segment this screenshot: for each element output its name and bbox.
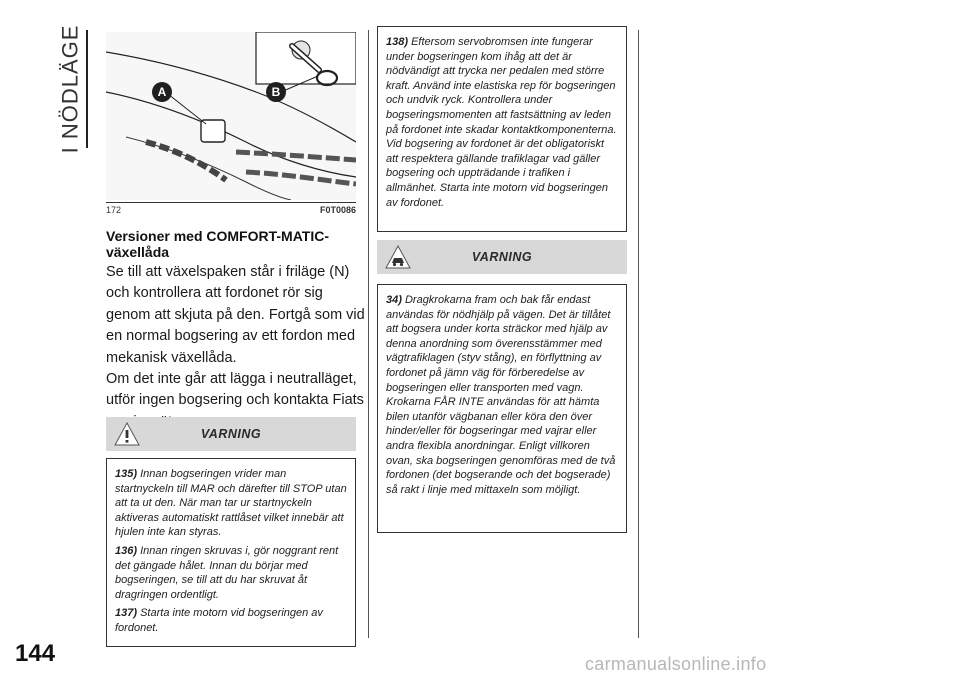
callout-b <box>266 82 286 102</box>
note-number: 136) <box>115 544 138 557</box>
warning-triangle-icon <box>114 421 140 447</box>
section-heading: Versioner med COMFORT-MATIC-växellåda <box>106 228 329 260</box>
warning-header-left <box>106 417 356 451</box>
note-number: 135) <box>115 468 138 480</box>
note-number: 138) <box>386 36 409 48</box>
note-text: Innan bogseringen vrider man startnyckeln till MAR och därefter till STOP utan att ta ut den. När man tar ur startnyckeln aktiveras automatiskt rattlåset vilket innebär att hjulen inte kan styras. <box>115 468 347 539</box>
note-number: 137) <box>115 607 138 620</box>
note-item <box>115 606 347 635</box>
note-item <box>386 293 618 497</box>
bumper-illustration <box>106 32 356 200</box>
note-item <box>115 467 347 540</box>
body-text <box>106 262 368 433</box>
car-warning-icon <box>385 244 411 270</box>
body-paragraph: Se till att växelspaken står i friläge (N) och kontrollera att fordonet rör sig genom att skjuta på den. Fortgå som vid en normal bogsering av ett fordon med mekanisk växellåda. <box>106 264 365 366</box>
callout-b-label: B <box>271 85 281 99</box>
chapter-tab-rule <box>86 30 88 148</box>
figure-number: 172 <box>106 205 122 215</box>
note-item <box>115 544 347 602</box>
note-item <box>386 35 618 210</box>
page-number: 144 <box>15 640 56 667</box>
figure-code: F0T0086 <box>319 205 356 215</box>
note-text: Starta inte motorn vid bogseringen av fordonet. <box>115 607 323 634</box>
body-paragraph: Om det inte går att lägga i neutralläget, utför ingen bogsering och kontakta Fiats <box>106 371 364 409</box>
callout-a-label: A <box>157 85 167 99</box>
figure-caption <box>106 202 356 221</box>
warning-title-left: VARNING <box>200 427 262 441</box>
column-divider-left <box>368 30 369 638</box>
column-divider-right <box>638 30 639 638</box>
continued-notes <box>377 26 627 232</box>
chapter-tab-label: I NÖDLÄGE <box>57 24 82 154</box>
warning-title-right: VARNING <box>471 250 533 264</box>
warning-notes-right <box>377 284 627 533</box>
towing-figure <box>106 32 356 200</box>
note-text: Innan ringen skruvas i, gör noggrant rent det gängade hålet. Innan du börjar med bogseringen, se till att du har skruvat åt dragringen ordentligt. <box>115 544 339 601</box>
note-number: 34) <box>386 294 402 306</box>
note-text: Dragkrokarna fram och bak får endast användas för nödhjälp på vägen. Det är tillåtet att bogsera under korta sträckor med hjälp av denna anordning som överensstämmer med vägtrafiklagen (styv stång), en förflyttning av fordonet på jämn väg för förberedelse av bogseringen eller transporten med vagn. Krokarna FÅR INTE användas för att hämta bilen utanför vägbanan eller köra den över hinder/eller för bogseringar med vajrar eller andra flexibla anordningar. Enligt villkoren ovan, ska bogseringen genomföras med de två fordonen (det bogserande och det bogserade) så rakt i linje med mittaxeln som möjligt. <box>386 294 616 496</box>
warning-header-right <box>377 240 627 274</box>
warning-notes-left <box>106 458 356 647</box>
watermark: carmanualsonline.info <box>585 654 767 674</box>
note-text: Eftersom servobromsen inte fungerar under bogseringen kom ihåg att det är nödvändigt att trycka ner pedalen med större kraft. Använd inte elastiska rep för bogseringen och undvik ryck. Kontrollera under bogseringsmomenten att fastsättning av leden på fordonet inte skadar kontaktkomponenterna. Vid bogsering av fordonet är det obligatoriskt att respektera gällande trafiklagar vad gäller bogsering och uppträdande i trafiken i allmänhet. Starta inte motorn vid bogseringen av fordonet. <box>386 36 617 209</box>
chapter-tab <box>55 24 85 154</box>
callout-a <box>152 82 172 102</box>
